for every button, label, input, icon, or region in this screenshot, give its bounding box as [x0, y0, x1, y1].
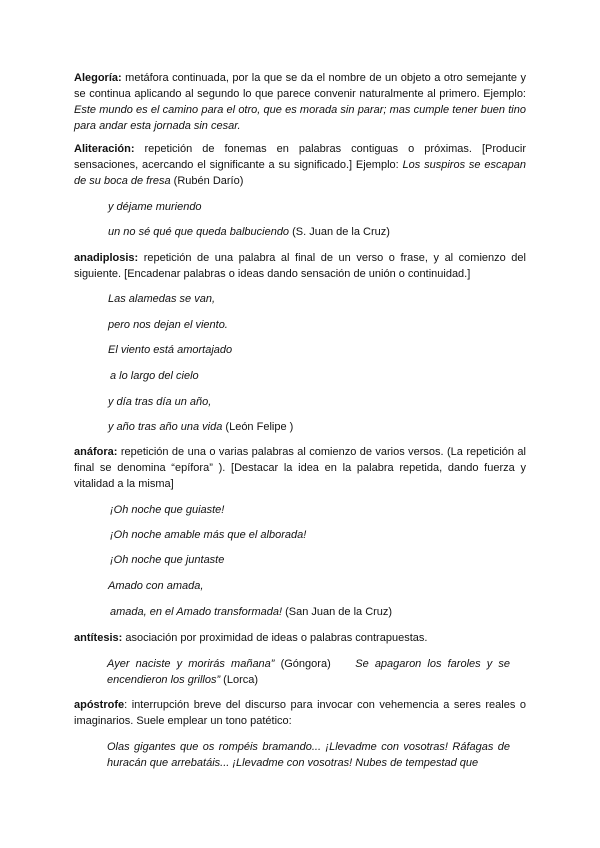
- def-apostrofe: : interrupción breve del discurso para invocar con vehemencia a seres reales o imaginarios. Suele emplear un tono patético:: [74, 699, 526, 727]
- verse-line: y año tras año una vida (León Felipe ): [108, 421, 294, 433]
- verse-line: y déjame muriendo: [108, 201, 202, 213]
- entry-anadiplosis: [74, 250, 526, 282]
- verse-line: Amado con amada,: [108, 580, 204, 592]
- verse-line: un no sé qué que queda balbuciendo (S. Juan de la Cruz): [108, 226, 390, 238]
- antitesis-examples: [107, 656, 510, 688]
- verse-line: ¡Oh noche amable más que el alborada!: [110, 529, 307, 541]
- author-aliteracion: (Rubén Darío): [170, 175, 244, 187]
- term-apostrofe: apóstrofe: [74, 699, 125, 711]
- def-alegoria: metáfora continuada, por la que se da el nombre de un objeto a otro semejante y se continua aplicando al segundo lo que parece convenir naturalmente al primero. Ejemplo:: [74, 72, 526, 100]
- example-alegoria: Este mundo es el camino para el otro, que es morada sin parar; mas cumple tener buen tino para andar esta jornada sin cesar.: [74, 104, 526, 132]
- verse-line: amada, en el Amado transformada! (San Juan de la Cruz): [110, 606, 393, 618]
- verse-line: Las alamedas se van,: [108, 293, 216, 305]
- example-aliteracion: Los suspiros se escapan de su boca de fresa: [74, 159, 526, 187]
- verse-line: ¡Oh noche que guiaste!: [110, 504, 225, 516]
- def-antitesis: asociación por proximidad de ideas o palabras contrapuestas.: [122, 632, 428, 644]
- verse-line: y día tras día un año,: [108, 396, 212, 408]
- term-alegoria: Alegoría:: [74, 72, 122, 84]
- verse-line: ¡Oh noche que juntaste: [110, 554, 225, 566]
- entry-antitesis: [74, 630, 526, 646]
- example-antitesis-2: Se apagaron los faroles y se encendieron los grillos”: [107, 658, 510, 686]
- def-anadiplosis: repetición de una palabra al final de un verso o frase, y al comienzo del siguiente. [Encadenar palabras o ideas dando sensación de unión o continuidad.]: [74, 252, 526, 280]
- term-antitesis: antítesis:: [74, 632, 123, 644]
- entry-anafora: [74, 444, 526, 492]
- def-anafora: repetición de una o varias palabras al comienzo de varios versos. (La repetición al final se denomina “epífora” ). [Destacar la idea en la palabra repetida, dando fuerza y vitalidad a la misma]: [74, 446, 526, 490]
- entry-alegoria: [74, 70, 526, 134]
- term-anafora: anáfora:: [74, 446, 118, 458]
- term-anadiplosis: anadiplosis:: [74, 252, 139, 264]
- verse-line: El viento está amortajado: [108, 344, 233, 356]
- verse-line: a lo largo del cielo: [110, 370, 199, 382]
- author-antitesis-1: (Góngora): [274, 658, 331, 670]
- term-aliteracion: Aliteración:: [74, 143, 135, 155]
- entry-apostrofe: [74, 697, 526, 729]
- example-apostrofe: Olas gigantes que os rompéis bramando... ¡Llevadme con vosotras! Ráfagas de huracán que arrebatáis... ¡Llevadme con vosotras! Nubes de tempestad que: [107, 741, 510, 769]
- author-antitesis-2: (Lorca): [220, 674, 259, 686]
- example-antitesis-1: Ayer naciste y morirás mañana”: [107, 658, 275, 670]
- def-aliteracion: repetición de fonemas en palabras contiguas o próximas. [Producir sensaciones, acercando el significante a su significado.] Ejemplo:: [74, 143, 526, 171]
- verse-line: pero nos dejan el viento.: [108, 319, 228, 331]
- entry-aliteracion: [74, 141, 526, 189]
